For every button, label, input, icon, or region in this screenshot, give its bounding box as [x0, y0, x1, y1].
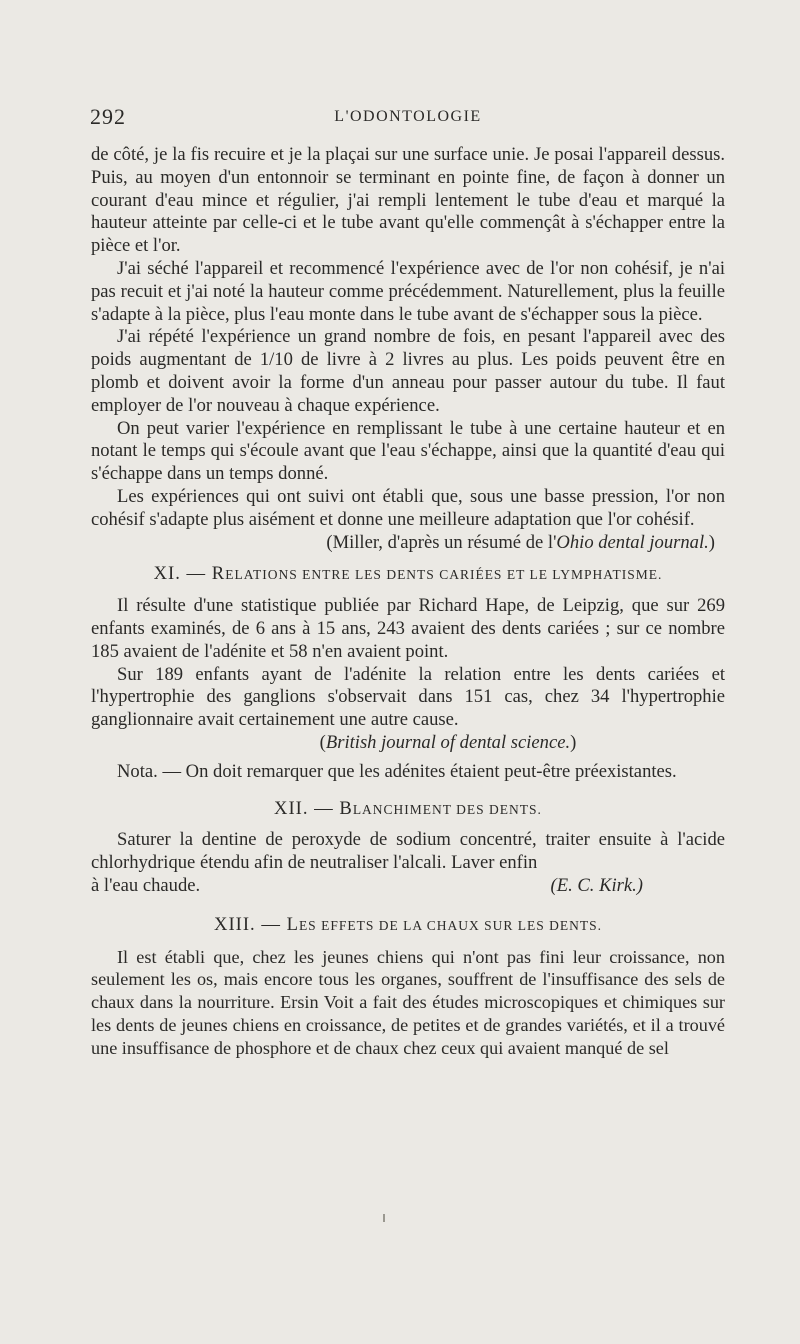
- section-heading-xi: [91, 563, 725, 587]
- page-header: [90, 104, 726, 134]
- print-mark: [383, 1214, 385, 1222]
- paragraph: J'ai séché l'appareil et recommencé l'expérience avec de l'or non cohésif, je n'ai pas recuit et j'ai noté la hauteur comme précédemment. Naturellement, plus la feuille s'adapte à la pièce, plus l'eau monte dans le tube avant de s'échapper sous la pièce.: [91, 257, 725, 325]
- body-text: [91, 144, 725, 1059]
- citation-kirk: (E. C. Kirk.): [550, 874, 643, 896]
- paragraph: Sur 189 enfants ayant de l'adénite la relation entre les dents cariées et l'hypertrophie des ganglions s'observait dans 151 cas, chez 34 l'hypertrophie ganglionnaire avait certainement une autre cause.: [91, 663, 725, 731]
- section-title: ES EFFETS DE LA CHAUX SUR LES DENTS.: [298, 917, 602, 933]
- section-number: XIII. —: [214, 913, 287, 935]
- section-title: ELATIONS ENTRE LES DENTS CARIÉES ET LE LYMPHATISME.: [225, 567, 663, 583]
- paragraph: Il est établi que, chez les jeunes chiens qui n'ont pas fini leur croissance, non seulement les os, mais encore tous les organes, souffrent de l'insuffisance des sels de chaux dans la nourriture. Ersin Voit a fait des études microscopiques et chimiques sur les dents de jeunes chiens en croissance, de petites et de grandes variétés, et il a trouvé une insuffisance de phosphore et de chaux chez ceux qui avaient manqué de sel: [91, 946, 725, 1058]
- section-number: XI. —: [153, 563, 212, 585]
- running-title: L'ODONTOLOGIE: [334, 108, 482, 125]
- citation-journal: British journal of dental science.: [325, 731, 571, 753]
- nota-paragraph: Nota. — On doit remarquer que les adénites étaient peut-être préexistantes.: [117, 760, 677, 782]
- citation-suffix: ): [708, 531, 715, 553]
- section-title-initial: L: [286, 913, 299, 935]
- citation-journal: Ohio dental journal.: [556, 531, 709, 553]
- citation-close: ): [570, 731, 577, 753]
- paragraph-continued: de côté, je la fis recuire et je la plaçai sur une surface unie. Je posai l'appareil dessus. Puis, au moyen d'un entonnoir se terminant en pointe fine, de façon à donner un courant d'eau mince et régulier, j'ai rempli lentement le tube d'eau et marqué la hauteur atteinte par celle-ci et le tube avant qu'elle commençât à s'échapper entre la pièce et l'or.: [91, 144, 725, 257]
- paragraph: On peut varier l'expérience en remplissant le tube à une certaine hauteur et en notant le temps qui s'écoule avant que l'eau s'échappe, ainsi que la quantité d'eau qui s'échappe dans un temps donné.: [91, 417, 725, 485]
- section-heading-xiii: [91, 914, 725, 938]
- paragraph: Il résulte d'une statistique publiée par Richard Hape, de Leipzig, que sur 269 enfants examinés, de 6 ans à 15 ans, 243 avaient des dents cariées ; sur ce nombre 185 avaient de l'adénite et 58 n'en avaient point.: [91, 595, 725, 662]
- citation-open: (: [319, 731, 326, 753]
- section-title: LANCHIMENT DES DENTS.: [352, 801, 542, 817]
- citation-miller: [91, 532, 725, 555]
- kirk-line: [91, 875, 725, 898]
- paragraph: J'ai répété l'expérience un grand nombre de fois, en pesant l'appareil avec des poids augmentant de 1/10 de livre à 2 livres au plus. Les poids peuvent être en plomb et doivent avoir la forme d'un anneau pour passer autour du tube. Il faut employer de l'or nouveau à chaque expérience.: [91, 326, 725, 416]
- paragraph: Les expériences qui ont suivi ont établi que, sous une basse pression, l'or non cohésif s'adapte plus aisément et donne une meilleure adaptation que l'or cohésif.: [91, 485, 725, 530]
- citation-british-journal: [91, 732, 725, 755]
- paragraph: Saturer la dentine de peroxyde de sodium concentré, traiter ensuite à l'acide chlorhydrique étendu afin de neutraliser l'alcali. Laver enfin: [91, 829, 725, 874]
- citation-prefix: (Miller, d'après un résumé de l': [326, 531, 557, 553]
- page-number: 292: [90, 104, 126, 129]
- section-title-initial: B: [339, 797, 353, 819]
- section-title-initial: R: [211, 563, 226, 585]
- last-line: à l'eau chaude.: [91, 874, 201, 896]
- section-heading-xii: [91, 798, 725, 822]
- section-number: XII. —: [274, 797, 340, 819]
